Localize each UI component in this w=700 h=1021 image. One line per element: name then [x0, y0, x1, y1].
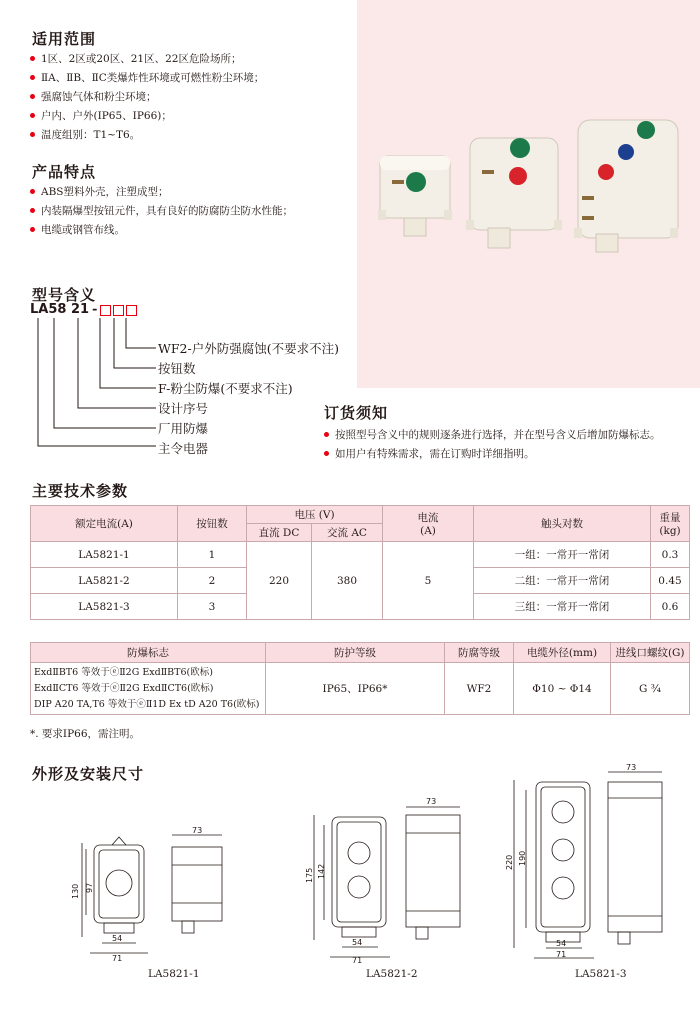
list-item: 电缆或钢管布线。 [30, 221, 310, 240]
model-tree-lines [30, 318, 160, 458]
model-suffix-boxes [100, 305, 137, 316]
th-weight: 重量(kg) [651, 506, 690, 542]
model-title: 型号含义 [32, 286, 97, 304]
list-item: 户内、户外(IP65、IP66)； [30, 107, 350, 126]
model-label: F-粉尘防爆(不要求不注) [158, 381, 293, 396]
list-item: 内装隔爆型按钮元件，具有良好的防腐防尘防水性能； [30, 202, 310, 221]
tech-note: *. 要求IP66，需注明。 [30, 728, 140, 740]
th-model: 额定电流(A) [31, 506, 178, 542]
caption-3: LA5821-3 [575, 968, 627, 980]
svg-text:73: 73 [426, 797, 437, 806]
tech-table-2 [30, 642, 690, 715]
list-item: ABS塑料外壳，注塑成型； [30, 183, 310, 202]
model-label: 设计序号 [158, 401, 209, 416]
model-label: 按钮数 [158, 361, 196, 376]
dims-title: 外形及安装尺寸 [32, 765, 145, 783]
model-labels [158, 339, 339, 459]
svg-text:175: 175 [305, 867, 314, 883]
model-label: 主令电器 [158, 441, 209, 456]
th-current: 电流 (A) [383, 506, 474, 542]
th-ip: 防护等级 [266, 643, 445, 663]
scope-title: 适用范围 [32, 30, 97, 48]
th-ac: 交流 AC [312, 524, 383, 542]
model-label: 厂用防爆 [158, 421, 209, 436]
caption-2: LA5821-2 [366, 968, 418, 980]
features-list [30, 183, 310, 240]
th-mark: 防爆标志 [31, 643, 266, 663]
svg-text:130: 130 [71, 883, 80, 899]
svg-text:97: 97 [85, 882, 94, 893]
th-contacts: 触头对数 [474, 506, 651, 542]
svg-text:54: 54 [556, 939, 567, 948]
svg-text:71: 71 [556, 950, 567, 959]
model-code: LA58 21 [30, 302, 90, 317]
dim-drawing-2 [302, 795, 472, 965]
table-row: LA5821-2 2 二组：一常开一常闭 0.45 [31, 568, 690, 594]
th-corrosion: 防腐等级 [445, 643, 514, 663]
model-dash: - [92, 302, 98, 317]
caption-1: LA5821-1 [148, 968, 200, 980]
model-label: WF2-户外防强腐蚀(不要求不注) [158, 341, 339, 356]
svg-text:142: 142 [317, 863, 326, 879]
svg-text:71: 71 [112, 954, 123, 963]
svg-text:190: 190 [518, 850, 527, 866]
features-title: 产品特点 [32, 163, 97, 181]
th-voltage: 电压 (V) [247, 506, 383, 524]
dim-drawing-3 [500, 762, 680, 962]
th-thread: 进线口螺纹(G) [611, 643, 690, 663]
table-row: ExdⅡBT6 等效于ⓔⅡ2G ExdⅡBT6(欧标) ExdⅡCT6 等效于ⓔⅡ2G ExdⅡCT6(欧标) DIP A20 TA,T6 等效于ⓔⅡ1D Ex tD A20 T6(欧标) IP65、IP66* WF2 Φ10 ~ Φ14 G ¾ [31, 663, 690, 715]
th-cable: 电缆外径(mm) [514, 643, 611, 663]
list-item: 按照型号含义中的规则逐条进行选择，并在型号含义后增加防爆标志。 [324, 426, 684, 445]
la5821-1-photo [378, 156, 452, 236]
list-item: 1区、2区或20区、21区、22区危险场所； [30, 50, 350, 69]
list-item: 强腐蚀气体和粉尘环境； [30, 88, 350, 107]
tech-table-1 [30, 505, 690, 620]
suffix-box [100, 305, 111, 316]
svg-text:73: 73 [192, 826, 203, 835]
scope-list [30, 50, 350, 145]
svg-text:73: 73 [626, 763, 637, 772]
svg-text:220: 220 [505, 854, 514, 870]
product-photo [370, 110, 690, 260]
ordering-list [324, 426, 684, 464]
dim-drawing-1 [72, 825, 232, 965]
th-buttons: 按钮数 [178, 506, 247, 542]
ordering-title: 订货须知 [324, 404, 389, 422]
svg-text:54: 54 [352, 938, 363, 947]
list-item: ⅡA、ⅡB、ⅡC类爆炸性环境或可燃性粉尘环境； [30, 69, 350, 88]
suffix-box [113, 305, 124, 316]
list-item: 温度组别：T1~T6。 [30, 126, 350, 145]
la5821-2-photo [466, 138, 562, 248]
svg-text:54: 54 [112, 934, 123, 943]
table-row: LA5821-3 3 三组：一常开一常闭 0.6 [31, 594, 690, 620]
table-row: LA5821-1 1 220 380 5 一组：一常开一常闭 0.3 [31, 542, 690, 568]
tech-title: 主要技术参数 [32, 482, 129, 500]
la5821-3-photo [574, 120, 678, 252]
svg-text:71: 71 [352, 956, 363, 965]
list-item: 如用户有特殊需求，需在订购时详细指明。 [324, 445, 684, 464]
th-dc: 直流 DC [247, 524, 312, 542]
suffix-box [126, 305, 137, 316]
